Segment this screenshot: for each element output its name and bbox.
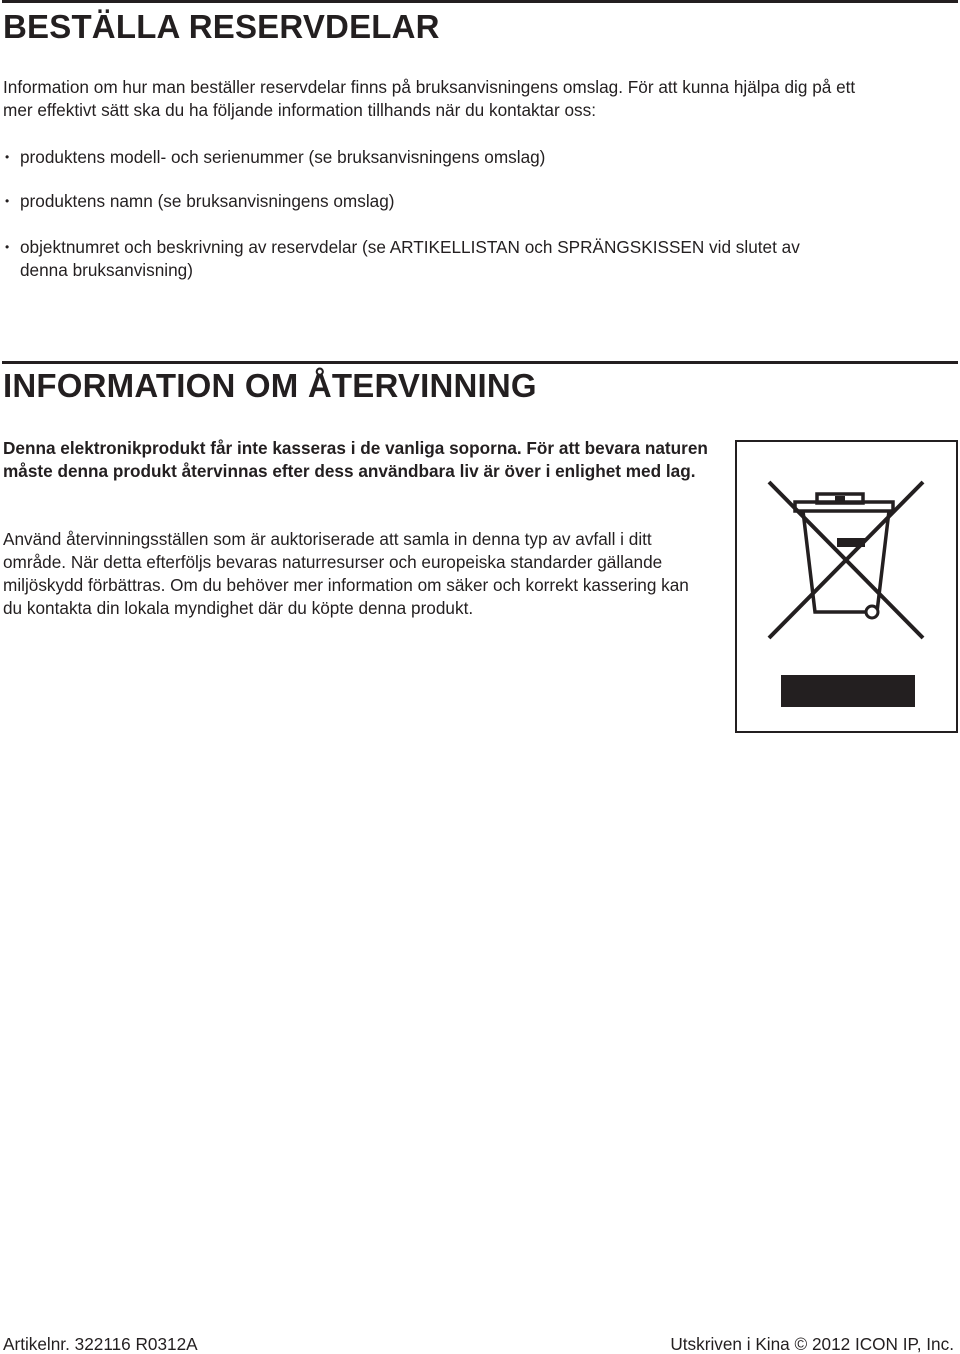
section-divider-rule <box>2 361 958 364</box>
order-parts-title: BESTÄLLA RESERVDELAR <box>3 8 440 45</box>
article-number: Artikelnr. 322116 R0312A <box>3 1334 198 1354</box>
bullet-item-part-numbers: • objektnumret och beskrivning av reservdelar (se ARTIKELLISTAN och SPRÄNGSKISSEN vid slutet av denna bruksanvisning) <box>3 236 800 282</box>
bullet-item-product-name: • produktens namn (se bruksanvisningens omslag) <box>3 190 840 213</box>
top-rule <box>2 0 958 3</box>
recycling-title: INFORMATION OM ÅTERVINNING <box>3 367 537 404</box>
bullet-item-model-number: • produktens modell- och serienummer (se bruksanvisningens omslag) <box>3 146 840 169</box>
recycling-warning-paragraph: Denna elektronikprodukt får inte kasseras i de vanliga soporna. För att bevara naturen måste denna produkt återvinnas efter dess användbara liv är över i enlighet med lag. <box>3 438 708 481</box>
recycling-instructions-paragraph: Använd återvinningsställen som är auktoriserade att samla in denna typ av avfall i ditt område. När detta efterföljs bevaras naturresurser och europeiska standarder gällande miljöskydd förbättras. Om du behöver mer information om säker och korrekt kassering kan du kontakta din lokala myndighet där du köpte denna produkt. <box>3 529 689 618</box>
order-intro-line-1: Information om hur man beställer reservdelar finns på bruksanvisningens omslag. För att kunna hjälpa dig på ett <box>3 77 856 97</box>
crossed-out-wheelie-bin-icon <box>737 442 956 731</box>
print-info-copyright: Utskriven i Kina © 2012 ICON IP, Inc. <box>670 1334 954 1354</box>
weee-symbol-box <box>735 440 958 733</box>
order-intro-line-2: mer effektivt sätt ska du ha följande information tillhands när du kontaktar oss: <box>3 100 596 120</box>
